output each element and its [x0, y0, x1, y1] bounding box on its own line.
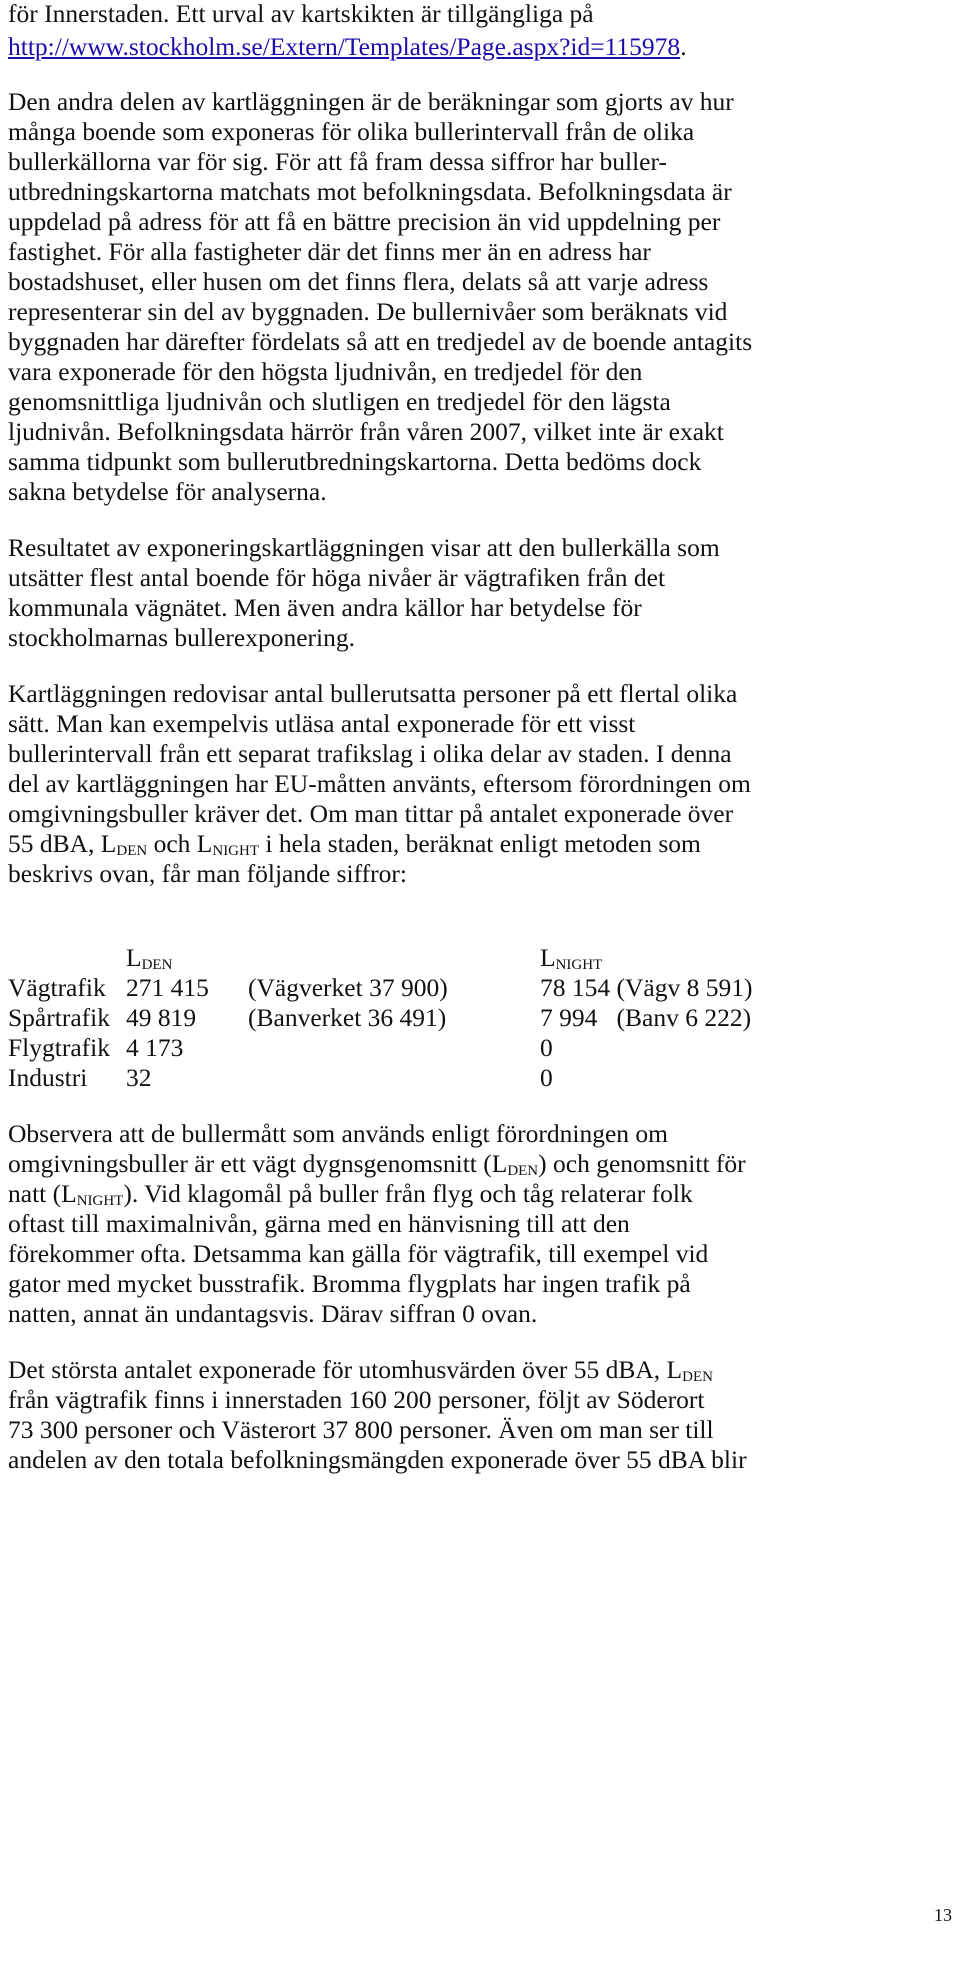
table-cell-den: 32	[126, 1063, 152, 1092]
paragraph-line: förekommer ofta. Detsamma kan gälla för vägtrafik, till exempel vid	[8, 1239, 709, 1268]
paragraph-line: Den andra delen av kartläggningen är de beräkningar som gjorts av hur	[8, 87, 734, 116]
paragraph-line: utsätter flest antal boende för höga nivåer är vägtrafiken från det	[8, 563, 666, 592]
subscript: NIGHT	[76, 1193, 124, 1209]
paragraph-line: gator med mycket busstrafik. Bromma flygplats har ingen trafik på	[8, 1269, 691, 1298]
text-run: natt (L	[8, 1179, 77, 1208]
paragraph-line: oftast till maximalnivån, gärna med en hänvisning till att den	[8, 1209, 630, 1238]
paragraph-line: många boende som exponeras för olika bullerintervall från de olika	[8, 117, 695, 146]
text-run: Det största antalet exponerade för utomhusvärden över 55 dBA, L	[8, 1355, 683, 1384]
paragraph-line: bullerintervall från ett separat trafikslag i olika delar av staden. I denna	[8, 739, 732, 768]
subscript: DEN	[507, 1163, 539, 1179]
table-cell-den: 271 415	[126, 973, 209, 1002]
text-run: ) och genomsnitt för	[538, 1149, 746, 1178]
header-main: L	[540, 943, 556, 972]
page-number: 13	[934, 1905, 952, 1925]
table-cell-night: 78 154 (Vägv 8 591)	[540, 973, 753, 1002]
text-run: ). Vid klagomål på buller från flyg och tåg relaterar folk	[123, 1179, 693, 1208]
text-run: och L	[147, 829, 213, 858]
paragraph-line: sakna betydelse för analyserna.	[8, 477, 327, 506]
paragraph-line: beskrivs ovan, får man följande siffror:	[8, 859, 407, 888]
paragraph-line: del av kartläggningen har EU-måtten använts, eftersom förordningen om	[8, 769, 751, 798]
paragraph-line: omgivningsbuller kräver det. Om man tittar på antalet exponerade över	[8, 799, 734, 828]
paragraph-line: andelen av den totala befolkningsmängden exponerade över 55 dBA blir	[8, 1445, 747, 1474]
paragraph-line: fastighet. För alla fastigheter där det finns mer än en adress har	[8, 237, 651, 266]
intro-link-line	[8, 29, 687, 65]
paragraph-line: kommunala vägnätet. Men även andra källor har betydelse för	[8, 593, 642, 622]
intro-text: för Innerstaden. Ett urval av kartskikten är tillgängliga på	[8, 0, 594, 28]
table-cell-night: 7 994 (Banv 6 222)	[540, 1003, 752, 1032]
paragraph-line: utbredningskartorna matchats mot befolkningsdata. Befolkningsdata är	[8, 177, 732, 206]
table-cell-den: 4 173	[126, 1033, 184, 1062]
table-cell-den: 49 819	[126, 1003, 197, 1032]
paragraph-line: sätt. Man kan exempelvis utläsa antal exponerade för ett visst	[8, 709, 636, 738]
table-cell-source: Vägtrafik	[8, 973, 106, 1002]
paragraph-line: 73 300 personer och Västerort 37 800 personer. Även om man ser till	[8, 1415, 714, 1444]
table-cell-note: (Vägverket 37 900)	[248, 973, 448, 1002]
subscript: DEN	[116, 843, 148, 859]
intro-line	[8, 0, 594, 32]
paragraph-line: stockholmarnas bullerexponering.	[8, 623, 355, 652]
text-run: i hela staden, beräknat enligt metoden som	[259, 829, 701, 858]
paragraph-line: genomsnittliga ljudnivån och slutligen en tredjedel för den lägsta	[8, 387, 671, 416]
paragraph-line: samma tidpunkt som bullerutbredningskartorna. Detta bedöms dock	[8, 447, 702, 476]
subscript: DEN	[682, 1369, 713, 1385]
table-cell-night: 0	[540, 1033, 553, 1062]
paragraph-line: bostadshuset, eller husen om det finns flera, delats så att varje adress	[8, 267, 709, 296]
text-run: 55 dBA, L	[8, 829, 117, 858]
paragraph-line: natten, annat än undantagsvis. Därav siffran 0 ovan.	[8, 1299, 538, 1328]
paragraph-line: bullerkällorna var för sig. För att få fram dessa siffror har buller-	[8, 147, 667, 176]
subscript: DEN	[141, 957, 173, 973]
paragraph-line: Resultatet av exponeringskartläggningen visar att den bullerkälla som	[8, 533, 720, 562]
header-main: L	[126, 943, 142, 972]
paragraph-line: representerar sin del av byggnaden. De bullernivåer som beräknats vid	[8, 297, 728, 326]
table-cell-source: Flygtrafik	[8, 1033, 110, 1062]
paragraph-line: uppdelad på adress för att få en bättre precision än vid uppdelning per	[8, 207, 721, 236]
table-cell-source: Spårtrafik	[8, 1003, 110, 1032]
paragraph-line: ljudnivån. Befolkningsdata härrör från våren 2007, vilket inte är exakt	[8, 417, 724, 446]
stockholm-link[interactable]: http://www.stockholm.se/Extern/Templates/Page.aspx?id=115978	[8, 32, 681, 61]
text-run: omgivningsbuller är ett vägt dygnsgenomsnitt (L	[8, 1149, 508, 1178]
subscript: NIGHT	[555, 957, 603, 973]
intro-link-suffix: .	[680, 32, 687, 61]
table-cell-night: 0	[540, 1063, 553, 1092]
paragraph-line: vara exponerade för den högsta ljudnivån, en tredjedel för den	[8, 357, 643, 386]
paragraph-line: från vägtrafik finns i innerstaden 160 200 personer, följt av Söderort	[8, 1385, 705, 1414]
paragraph-line: Kartläggningen redovisar antal bullerutsatta personer på ett flertal olika	[8, 679, 738, 708]
table-cell-source: Industri	[8, 1063, 88, 1092]
paragraph-line: byggnaden har därefter fördelats så att en tredjedel av de boende antagits	[8, 327, 753, 356]
subscript: NIGHT	[212, 843, 260, 859]
paragraph-line: Observera att de bullermått som används enligt förordningen om	[8, 1119, 668, 1148]
table-cell-note: (Banverket 36 491)	[248, 1003, 447, 1032]
